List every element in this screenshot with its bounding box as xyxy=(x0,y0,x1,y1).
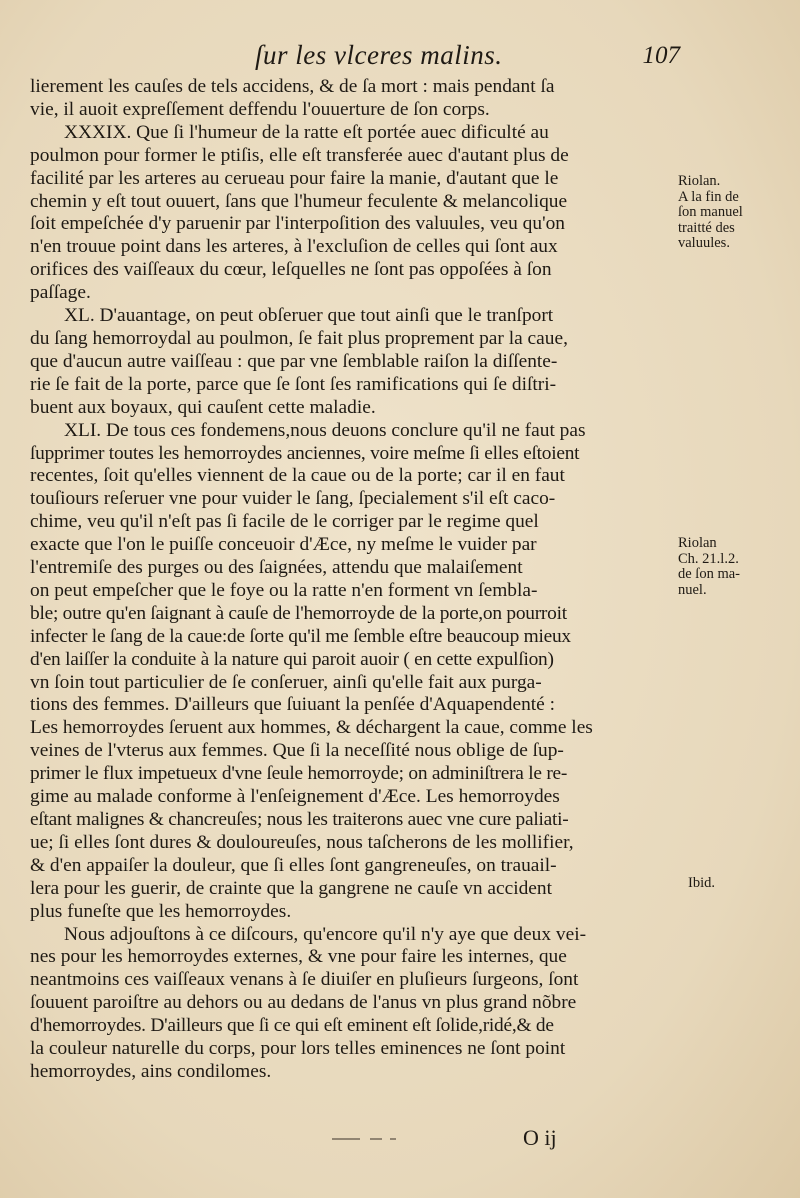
body-text xyxy=(30,76,678,1084)
text-line: vie, il auoit expreſſement deffendu l'ouuerture de ſon corps. xyxy=(30,98,490,120)
text-line: exacte que l'on le puiſſe conceuoir d'Æce, ny meſme le vuider par xyxy=(30,534,537,556)
text-line: on peut empeſcher que le foye ou la ratte n'en forment vn ſembla- xyxy=(30,579,538,601)
margin-note-line: Ch. 21.l.2. xyxy=(678,550,739,567)
text-line: & d'en appaiſer la douleur, que ſi elles ſont gangreneuſes, on trauail- xyxy=(30,854,557,876)
margin-note-line: nuel. xyxy=(678,581,707,598)
margin-note-line: de ſon ma- xyxy=(678,566,741,582)
text-line: touſiours reſeruer vne pour vuider le ſang, ſpecialement s'il eſt caco- xyxy=(30,488,556,510)
text-line: chime, veu qu'il n'eſt pas ſi facile de le corriger par le regime quel xyxy=(30,511,539,533)
text-line: infecter le ſang de la caue:de ſorte qu'il me ſemble eſtre beaucoup mieux xyxy=(30,625,571,647)
text-line: ble; outre qu'en ſaignant à cauſe de l'hemorroyde de la porte,on pourroit xyxy=(30,602,567,624)
margin-note xyxy=(678,174,786,252)
margin-note xyxy=(688,876,796,892)
margin-note xyxy=(678,536,786,598)
text-line: ue; ſi elles ſont dures & douloureuſes, nous taſcherons de les mollifier, xyxy=(30,831,574,853)
text-line: veines de l'vterus aux femmes. Que ſi la neceſſité nous oblige de ſup- xyxy=(30,740,564,762)
text-line: tions des femmes. D'ailleurs que ſuiuant la penſée d'Aquapendenté : xyxy=(30,694,555,716)
text-line: n'en trouue point dans les arteres, à l'excluſion de celles qui ſont aux xyxy=(30,236,558,258)
text-line: orifices des vaiſſeaux du cœur, leſquelles ne ſont pas oppoſées à ſon xyxy=(30,259,552,281)
text-line: du ſang hemorroydal au poulmon, ſe fait plus proprement par la caue, xyxy=(30,327,568,349)
text-line: eſtant malignes & chancreuſes; nous les traiterons auec vne cure paliati- xyxy=(30,809,569,830)
paragraph-start-line: Nous adjouſtons à ce diſcours, qu'encore qu'il n'y aye que deux vei- xyxy=(64,923,587,945)
text-line: lera pour les guerir, de crainte que la gangrene ne cauſe vn accident xyxy=(30,877,552,899)
text-line: la couleur naturelle du corps, pour lors telles eminences ne ſont point xyxy=(30,1038,566,1060)
text-line: lierement les cauſes de tels accidens, & de ſa mort : mais pendant ſa xyxy=(30,76,555,97)
text-line: neantmoins ces vaiſſeaux venans à ſe diuiſer en pluſieurs ſurgeons, ſont xyxy=(30,969,579,991)
running-title: ſur les vlceres malins. xyxy=(255,40,503,70)
text-line: que d'aucun autre vaiſſeau : que par vne ſemblable raiſon la diſſente- xyxy=(30,350,558,372)
text-line: primer le flux impetueux d'vne ſeule hemorroyde; on adminiſtrera le re- xyxy=(30,763,568,785)
text-line: poulmon pour former le ptiſis, elle eſt transferée auec d'autant plus de xyxy=(30,144,569,166)
paragraph-start-line: XXXIX. Que ſi l'humeur de la ratte eſt portée auec dificulté au xyxy=(64,121,549,143)
text-line: recentes, ſoit qu'elles viennent de la caue ou de la porte; car il en faut xyxy=(30,465,565,487)
text-line: ſoit empeſchée d'y paruenir par l'interpoſition des valuules, veu qu'on xyxy=(30,213,565,235)
text-line: facilité par les arteres au cerueau pour faire la manie, d'autant que le xyxy=(30,167,559,189)
text-line: l'entremiſe des purges ou des ſaignées, attendu que malaiſement xyxy=(30,557,523,579)
text-line: ſupprimer toutes les hemorroydes anciennes, voire meſme ſi elles eſtoient xyxy=(30,442,580,464)
text-line: Les hemorroydes ſeruent aux hommes, & déchargent la caue, comme les xyxy=(30,717,593,739)
paragraph-start-line: XLI. De tous ces fondemens,nous deuons conclure qu'il ne faut pas xyxy=(64,419,586,441)
text-line: buent aux boyaux, qui cauſent cette maladie. xyxy=(30,396,376,418)
text-line: paſſage. xyxy=(30,282,91,304)
text-line: nes pour les hemorroydes externes, & vne pour faire les internes, que xyxy=(30,946,567,968)
margin-note-line: Riolan xyxy=(678,535,717,551)
text-line: gime au malade conforme à l'enſeignement d'Æce. Les hemorroydes xyxy=(30,786,560,808)
paragraph-start-line: XL. D'auantage, on peut obſeruer que tout ainſi que le tranſport xyxy=(64,305,554,327)
page-number: 107 xyxy=(642,42,680,69)
margin-note-line: A la fin de xyxy=(678,188,739,205)
margin-note-line: valuules. xyxy=(678,235,730,251)
text-line: vn ſoin tout particulier de ſe conſeruer, ainſi qu'elle fait aux purga- xyxy=(30,671,542,693)
text-line: d'hemorroydes. D'ailleurs que ſi ce qui eſt eminent eſt ſolide,ridé,& de xyxy=(30,1015,554,1037)
text-line: plus funeſte que les hemorroydes. xyxy=(30,900,292,922)
decorative-rule xyxy=(330,1133,400,1143)
text-line: chemin y eſt tout ouuert, ſans que l'humeur feculente & melancolique xyxy=(30,190,568,212)
text-line: hemorroydes, ains condilomes. xyxy=(30,1060,272,1082)
margin-note-line: traitté des xyxy=(678,219,735,236)
page-header xyxy=(60,40,680,74)
text-line: ſouuent paroiſtre au dehors ou au dedans de l'anus vn plus grand nõbre xyxy=(30,992,577,1014)
margin-note-line: Riolan. xyxy=(678,173,721,189)
margin-note-line: ſon manuel xyxy=(678,204,743,220)
text-line: rie ſe fait de la porte, parce que ſe ſont ſes ramifications qui ſe diſtri- xyxy=(30,373,557,395)
margin-note-line: Ibid. xyxy=(688,875,715,891)
text-line: d'en laiſſer la conduite à la nature qui paroit auoir ( en cette expulſion) xyxy=(30,648,554,670)
catchword: O ij xyxy=(523,1125,557,1150)
